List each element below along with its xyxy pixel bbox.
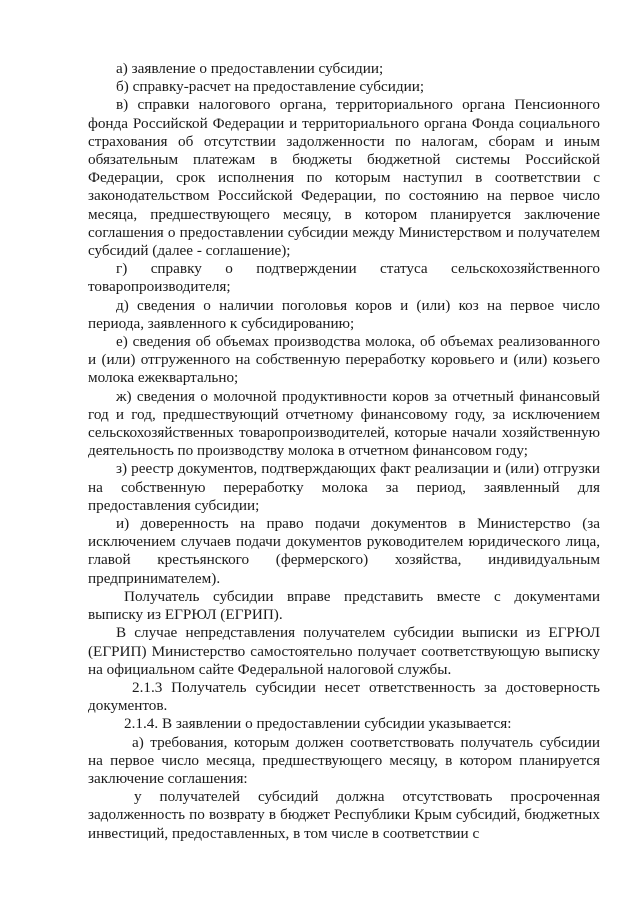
paragraph-d-livestock: д) сведения о наличии поголовья коров и (или) коз на первое число периода, заявленного к субсидированию;: [88, 296, 600, 332]
document-page: [88, 60, 600, 843]
paragraph-2-1-4: 2.1.4. В заявлении о предоставлении субсидии указывается:: [124, 715, 512, 733]
paragraph-g-status: г) справку о подтверждении статуса сельскохозяйственного товаропроизводителя;: [88, 260, 600, 296]
paragraph-egrul-extract: Получатель субсидии вправе представить вместе с документами выписку из ЕГРЮЛ (ЕГРИП).: [88, 587, 600, 624]
paragraph-non-submission: В случае непредставления получателем субсидии выписки из ЕГРЮЛ (ЕГРИП) Министерство самостоятельно получает соответствующую выписку на официальном сайте Федеральной налоговой службы.: [88, 624, 600, 678]
paragraph-2-1-3: 2.1.3 Получатель субсидии несет ответственность за достоверность документов.: [88, 678, 600, 715]
paragraph-zh-productivity: ж) сведения о молочной продуктивности коров за отчетный финансовый год и год, предшествующий отчетному финансовому году, за исключением сельскохозяйственных товаропроизводителей, которые начали хозяйственную деятельность по производству молока в отчетном финансовом году;: [88, 387, 600, 460]
paragraph-b-calculation: б) справку-расчет на предоставление субсидии;: [116, 78, 425, 96]
paragraph-a-application: а) заявление о предоставлении субсидии;: [116, 60, 384, 77]
paragraph-z-registry: з) реестр документов, подтверждающих факт реализации и (или) отгрузки на собственную переработку молока за период, заявленный для предоставления субсидии;: [88, 460, 600, 514]
paragraph-v-certificates: в) справки налогового органа, территориального органа Пенсионного фонда Российской Федерации и территориального органа Фонда социального страхования об отсутствии задолженности по налогам, сборам и иным обязательным платежам в бюджеты бюджетной системы Российской Федерации, срок исполнения по которым наступил в соответствии с законодательством Российской Федерации, по состоянию на первое число месяца, предшествующего месяцу, в котором планируется заключение соглашения о предоставлении субсидии между Министерством и получателем субсидий (далее - соглашение);: [88, 96, 600, 260]
paragraph-requirements: а) требования, которым должен соответствовать получатель субсидии на первое число месяца, предшествующего месяцу, в котором планируется заключение соглашения:: [88, 733, 600, 787]
paragraph-overdue-debt: у получателей субсидий должна отсутствовать просроченная задолженность по возврату в бюджет Республики Крым субсидий, бюджетных инвестиций, предоставленных, в том числе в соответствии с: [88, 788, 600, 842]
paragraph-i-power-of-attorney: и) доверенность на право подачи документов в Министерство (за исключением случаев подачи документов руководителем юридического лица, главой крестьянского (фермерского) хозяйства, индивидуальным предпринимателем).: [88, 515, 600, 587]
paragraph-e-volumes: е) сведения об объемах производства молока, об объемах реализованного и (или) отгруженного на собственную переработку коровьего и (или) козьего молока ежеквартально;: [88, 333, 600, 387]
